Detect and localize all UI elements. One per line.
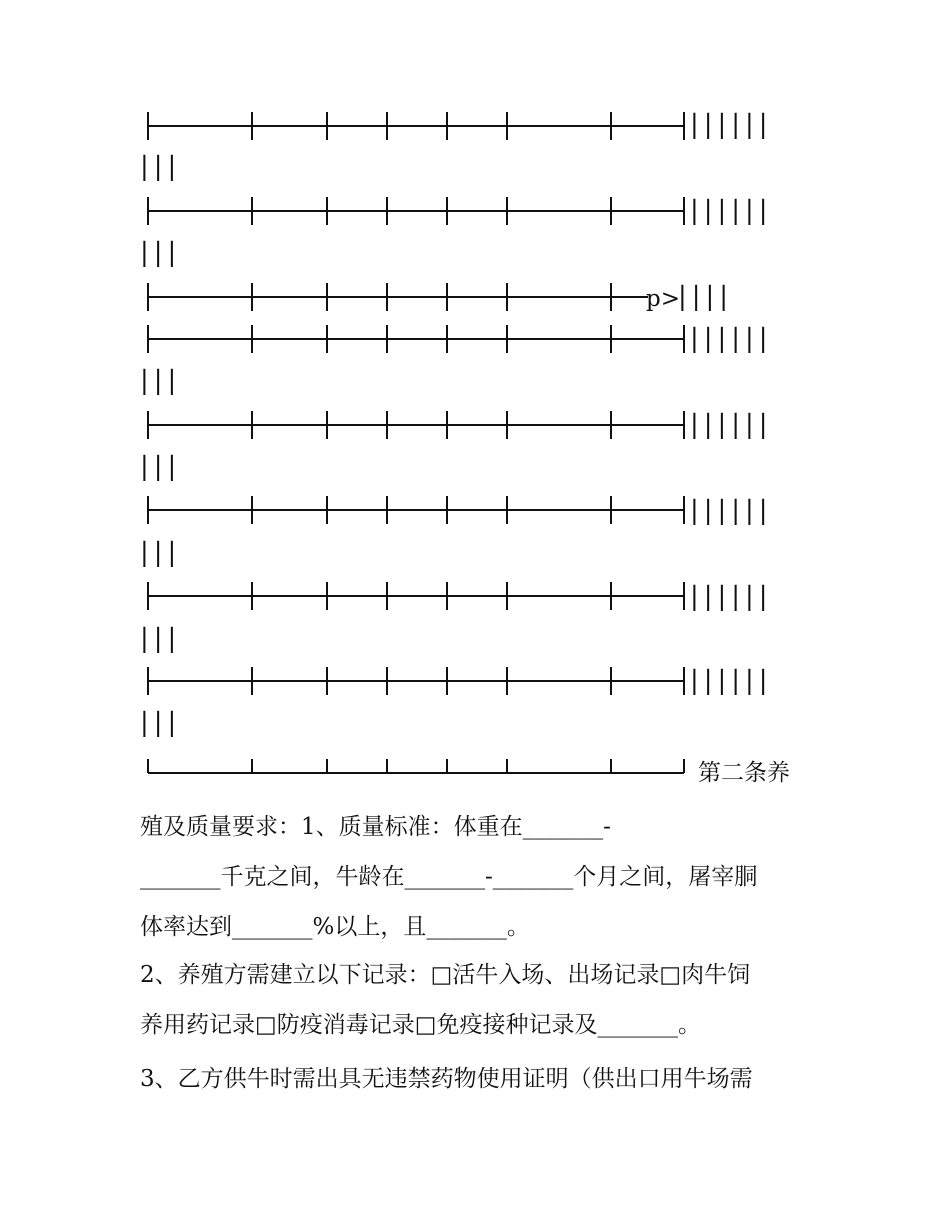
row-4-pipes: |||||| bbox=[690, 324, 773, 354]
row-7-cont-pipes: ||| bbox=[140, 624, 182, 654]
paragraph-line-4: 2、养殖方需建立以下记录：□活牛入场、出场记录□肉牛饲 bbox=[140, 962, 751, 988]
rule-line-2 bbox=[148, 197, 684, 225]
row-8-cont-pipes: ||| bbox=[140, 708, 182, 738]
row-4-cont-pipes: ||| bbox=[140, 366, 182, 396]
row-5-cont-pipes: ||| bbox=[140, 452, 182, 482]
row-6-cont-pipes: ||| bbox=[140, 538, 182, 568]
paragraph-line-6: 3、乙方供牛时需出具无违禁药物使用证明（供出口用牛场需 bbox=[140, 1066, 753, 1092]
rule-line-8 bbox=[148, 667, 684, 695]
rule-line-7 bbox=[148, 582, 684, 610]
row-8-pipes: |||||| bbox=[690, 666, 773, 696]
row-2-pipes: |||||| bbox=[690, 196, 773, 226]
paragraph-line-3: 体率达到_______%以上，且_______。 bbox=[140, 914, 530, 940]
rule-line-6 bbox=[148, 496, 684, 524]
row-5-pipes: |||||| bbox=[690, 410, 773, 440]
row-1-cont-pipes: ||| bbox=[140, 152, 182, 182]
rule-line-3 bbox=[148, 283, 648, 311]
row-6-pipes: |||||| bbox=[690, 496, 773, 526]
row-1-pipes: |||||| bbox=[690, 110, 773, 140]
article-heading-tail: 第二条养 bbox=[698, 760, 790, 786]
row-7-pipes: |||||| bbox=[690, 582, 773, 612]
stray-text: p> bbox=[646, 286, 680, 312]
row-2-cont-pipes: ||| bbox=[140, 238, 182, 268]
paragraph-line-2: _______千克之间，牛龄在_______-_______个月之间，屠宰胴 bbox=[140, 864, 758, 890]
paragraph-line-1: 殖及质量要求：1、质量标准：体重在_______- bbox=[140, 814, 611, 840]
rule-line-1 bbox=[148, 112, 684, 140]
paragraph-line-5: 养用药记录□防疫消毒记录□免疫接种记录及_______。 bbox=[140, 1012, 701, 1038]
row-3-pipes: |||| bbox=[678, 282, 734, 312]
rule-line-5 bbox=[148, 411, 684, 439]
rule-line-4 bbox=[148, 325, 684, 353]
rule-line-9 bbox=[148, 759, 684, 773]
